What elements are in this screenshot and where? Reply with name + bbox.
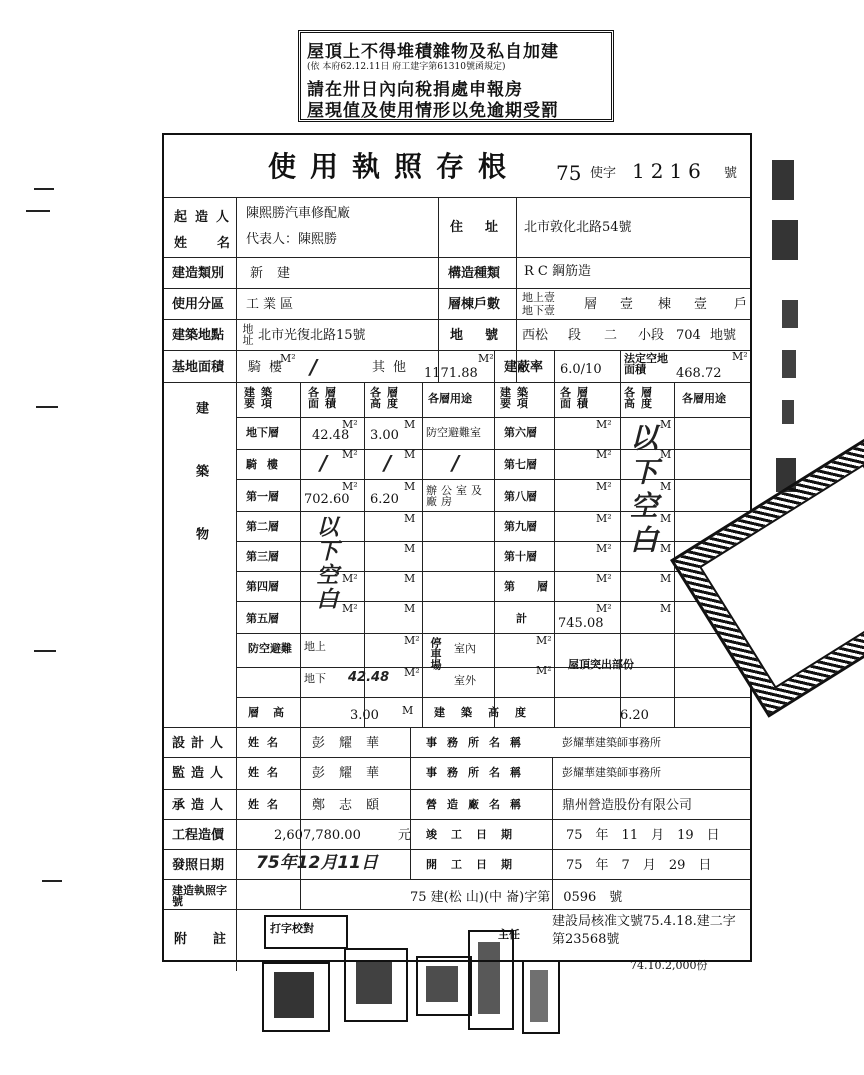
form-title: 使用執照存根	[268, 150, 521, 183]
builder-name-label: 姓名	[174, 236, 261, 251]
lot-subseg: 小段	[638, 328, 665, 343]
issue-label: 發照日期	[172, 858, 225, 873]
floor-use: 辦公室及廠房	[426, 484, 486, 508]
notice-line-3: 請在卅日內向稅捐處申報房	[307, 80, 523, 100]
builder-company: 陳熙勝汽車修配廠	[246, 206, 351, 221]
approval-ref: 建設局核准文號75.4.18.建二字第23568號	[552, 914, 736, 948]
unit-m2: M²	[404, 666, 420, 679]
unit-m2: M²	[536, 664, 552, 677]
notice-line-4: 屋現值及使用情形以免逾期受罰	[307, 101, 559, 121]
floor-name: 第二層	[246, 520, 279, 533]
col-height-right: 各層高度	[624, 386, 658, 410]
site-prefix: 地址	[241, 323, 254, 345]
lot-two: 二	[604, 328, 618, 343]
lot-district: 西松	[522, 328, 549, 343]
unit-m-right: M	[660, 512, 672, 525]
openspace-value: 468.72	[676, 366, 722, 381]
blank-mark-left: 以下空白	[313, 515, 338, 611]
floor-use: /	[452, 451, 460, 475]
floor-name: 第三層	[246, 550, 279, 563]
floors-above: 地上壹	[522, 291, 555, 304]
supervisor-name: 彭耀華	[312, 766, 394, 781]
unit-m2-right: M²	[596, 602, 612, 615]
margin-mark	[34, 650, 56, 652]
unit-m: M	[402, 704, 414, 717]
notice-stamp	[298, 30, 614, 122]
area-label: 基地面積	[172, 360, 225, 375]
floors-label: 層棟戶數	[448, 297, 501, 312]
parking-label: 停車場	[429, 637, 442, 670]
coverage-value: 6.0/10	[560, 362, 602, 377]
unit-m2-right: M²	[596, 572, 612, 585]
designer-name-label: 姓名	[248, 736, 286, 749]
building-type: 新建	[250, 266, 305, 281]
unit-m: M	[404, 572, 416, 585]
typist-label: 打字校對	[270, 922, 314, 935]
notes-label: 附註	[174, 932, 253, 947]
builder-label: 起造人	[174, 210, 238, 225]
floor-name-right: 第六層	[504, 426, 537, 439]
supervisor-office: 彭耀華建築師事務所	[562, 766, 661, 779]
issue-date: 75年12月11日	[256, 853, 378, 873]
permit-form	[162, 133, 752, 962]
shelter-above: 地上	[304, 640, 326, 653]
start-label: 開工日期	[426, 858, 526, 871]
permit-year: 75	[556, 161, 582, 185]
cost-value: 2,607,780.00	[274, 828, 361, 843]
floor-area: /	[320, 451, 328, 475]
floor-height-label: 層高	[248, 706, 298, 719]
floor-name-right: 第 層	[504, 580, 548, 593]
area-arcade-value: /	[310, 355, 318, 379]
unit-m: M	[404, 542, 416, 555]
supervisor-name-label: 姓名	[248, 766, 286, 779]
permit-ref: 75 建(松 山)(中 崙)字第 0596 號	[410, 890, 623, 905]
notice-line-2: (依 本府62.12.11日 府工建字第61310號函規定)	[307, 62, 506, 72]
floors-one: 壹	[620, 297, 634, 312]
designer-name: 彭耀華	[312, 736, 394, 751]
unit-m2-right: M²	[596, 418, 612, 431]
unit-m-right: M	[660, 480, 672, 493]
area-other-value: 1171.88	[424, 366, 478, 381]
total-value: 745.08	[558, 616, 604, 631]
floor-height: /	[384, 451, 392, 475]
contractor-name-label: 姓名	[248, 798, 286, 811]
edge-ink	[772, 220, 798, 260]
floor-name: 第一層	[246, 490, 279, 503]
unit-m: M	[404, 418, 416, 431]
cost-label: 工程造價	[172, 828, 225, 843]
start-date: 75 年 7 月 29 日	[566, 858, 712, 873]
completion-date: 75 年 11 月 19 日	[566, 828, 720, 843]
designer-office-label: 事務所名稱	[426, 736, 531, 749]
contractor-firm: 鼎州營造股份有限公司	[562, 798, 693, 813]
shelter-below-value: 42.48	[348, 670, 390, 685]
permit-suffix: 號	[724, 166, 738, 181]
unit-m2: M²	[342, 448, 358, 461]
supervisor-stamp-label: 主任	[498, 928, 520, 941]
floors-bldg: 棟	[658, 297, 672, 312]
contractor-firm-label: 營造廠名稱	[426, 798, 531, 811]
seal-stamp	[344, 948, 408, 1022]
unit-m-right: M	[660, 448, 672, 461]
floors-one2: 壹	[694, 297, 708, 312]
unit-m2: M²	[536, 634, 552, 647]
structure-value: R C 鋼筋造	[524, 264, 591, 279]
floor-name: 地下層	[246, 426, 279, 439]
floor-name: 第五層	[246, 612, 279, 625]
floors-unit: 戶	[734, 297, 748, 312]
margin-mark	[34, 188, 54, 190]
notice-line-1: 屋頂上不得堆積雜物及私自加建	[307, 42, 559, 62]
seal-stamp	[416, 956, 472, 1016]
roof-label: 屋頂突出部份	[568, 658, 634, 671]
floor-name-right: 第十層	[504, 550, 537, 563]
floor-name: 第四層	[246, 580, 279, 593]
floors-below: 地下壹	[522, 304, 555, 317]
completion-label: 竣工日期	[426, 828, 526, 841]
seal-stamp	[522, 960, 560, 1034]
floor-area: 702.60	[304, 492, 350, 507]
building-section-label: 建築物	[193, 401, 208, 590]
floor-name-right: 第八層	[504, 490, 537, 503]
designer-label: 設計人	[172, 736, 230, 751]
area-other-unit: M²	[478, 352, 494, 365]
unit-m: M	[404, 448, 416, 461]
unit-m2: M²	[342, 572, 358, 585]
col-item: 建築要項	[244, 386, 278, 410]
edge-ink	[772, 160, 794, 200]
unit-m: M	[404, 512, 416, 525]
col-item-right: 建築要項	[500, 386, 534, 410]
unit-m-right: M	[660, 572, 672, 585]
lot-number: 704	[676, 328, 701, 343]
unit-m2-right: M²	[596, 542, 612, 555]
area-other-label: 其他	[372, 360, 415, 375]
builder-addr: 北市敦化北路54號	[524, 220, 632, 235]
lot-suffix: 地號	[710, 328, 737, 343]
col-area: 各層面積	[308, 386, 342, 410]
cost-unit: 元	[398, 828, 412, 843]
zoning-value: 工業區	[246, 297, 298, 312]
unit-m2-right: M²	[596, 448, 612, 461]
blank-mark-right: 以下空白	[626, 423, 659, 559]
margin-mark	[42, 880, 62, 882]
shelter-below: 地下	[304, 672, 326, 685]
col-use-right: 各層用途	[682, 392, 726, 405]
contractor-name: 鄭志頤	[312, 798, 394, 813]
col-height: 各層高度	[370, 386, 404, 410]
edge-ink	[782, 300, 798, 328]
site-label: 建築地點	[172, 328, 225, 343]
floors-floor: 層	[584, 297, 598, 312]
floor-height: 6.20	[370, 492, 399, 507]
openspace-unit: M²	[732, 350, 748, 363]
edge-ink	[782, 400, 794, 424]
builder-rep: 代表人：陳熙勝	[246, 232, 338, 247]
building-height-label: 建築高度	[434, 706, 542, 719]
printing-note: 74.10.2,000份	[630, 959, 708, 972]
total-label: 計	[516, 612, 527, 625]
area-arcade-unit: M²	[280, 352, 296, 365]
permit-ref-label: 建造執照字號	[172, 884, 227, 908]
floor-name: 騎樓	[246, 458, 288, 471]
lot-seg: 段	[568, 328, 582, 343]
permit-number: 1216	[632, 159, 707, 183]
coverage-label: 建蔽率	[504, 360, 544, 375]
contractor-label: 承造人	[172, 798, 230, 813]
floor-use: 防空避難室	[426, 426, 481, 439]
seal-stamp	[262, 962, 330, 1032]
parking-outdoor: 室外	[454, 674, 476, 687]
unit-m-right: M	[660, 542, 672, 555]
seal-stamp	[468, 930, 514, 1030]
floor-area: 42.48	[312, 428, 350, 443]
unit-m2: M²	[404, 634, 420, 647]
shelter-label: 防空避難	[248, 642, 292, 655]
structure-label: 構造種類	[448, 266, 501, 281]
unit-m: M	[404, 480, 416, 493]
edge-ink	[782, 350, 796, 378]
floor-name-right: 第七層	[504, 458, 537, 471]
openspace-label: 法定空地面積	[624, 352, 668, 376]
margin-mark	[36, 406, 58, 408]
floor-name-right: 第九層	[504, 520, 537, 533]
site-address: 北市光復北路15號	[258, 328, 366, 343]
unit-m: M	[404, 602, 416, 615]
unit-m2: M²	[342, 480, 358, 493]
permit-type: 使字	[590, 166, 617, 181]
parking-indoor: 室內	[454, 642, 476, 655]
builder-addr-label: 住址	[450, 220, 521, 235]
unit-m2-right: M²	[596, 480, 612, 493]
building-height-value: 6.20	[620, 708, 649, 723]
unit-m2: M²	[342, 418, 358, 431]
floor-height-value: 3.00	[350, 708, 379, 723]
margin-mark	[26, 210, 50, 212]
unit-m-right: M	[660, 418, 672, 431]
lot-label: 地號	[450, 328, 521, 343]
supervisor-label: 監造人	[172, 766, 230, 781]
floor-height: 3.00	[370, 428, 399, 443]
designer-office: 彭耀華建築師事務所	[562, 736, 661, 749]
supervisor-office-label: 事務所名稱	[426, 766, 531, 779]
col-area-right: 各層面積	[560, 386, 594, 410]
unit-m-right: M	[660, 602, 672, 615]
area-arcade: 騎樓	[248, 360, 291, 375]
edge-ink	[776, 458, 796, 492]
zoning-label: 使用分區	[172, 297, 225, 312]
unit-m2-right: M²	[596, 512, 612, 525]
col-use: 各層用途	[428, 392, 472, 405]
unit-m2: M²	[342, 602, 358, 615]
building-type-label: 建造類別	[172, 266, 225, 281]
